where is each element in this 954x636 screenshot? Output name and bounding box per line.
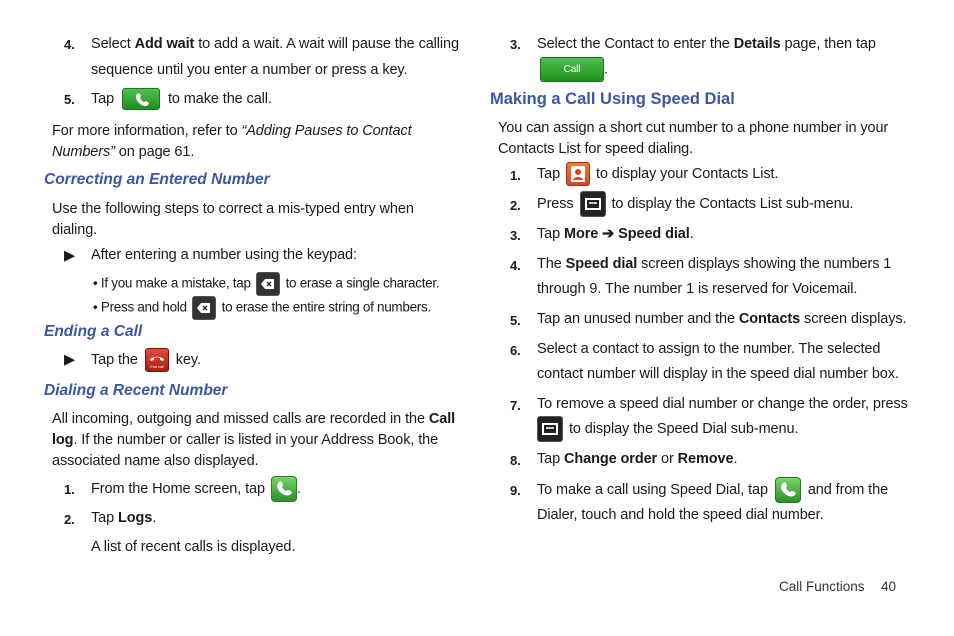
speed-step-6: Select a contact to assign to the number. The selected [537, 341, 881, 357]
speed-step-6-line2: contact number will display in the speed dial number box. [537, 366, 899, 382]
speed-step-2: Press to display the Contacts List sub-menu. [537, 191, 853, 217]
phone-icon [123, 89, 159, 109]
speed-step-7: To remove a speed dial number or change the order, press [537, 396, 908, 412]
step-4-line2: sequence until you enter a number or press a key. [91, 62, 408, 78]
dialing-p1: All incoming, outgoing and missed calls are recorded in the Call [52, 411, 456, 427]
speed-step-9-line2: Dialer, touch and hold the speed dial number. [537, 507, 824, 523]
dialing-step-2: Tap Logs. [91, 510, 157, 526]
speed-intro-2: Contacts List for speed dialing. [498, 141, 694, 157]
bullet-2: • Press and hold to erase the entire string of numbers. [93, 296, 431, 320]
arrow-bullet-icon: ▶ [64, 352, 76, 368]
correcting-intro: Use the following steps to correct a mis-typed entry when [52, 201, 414, 217]
speed-step-9-num: 9. [510, 483, 521, 498]
right-step-3-line2: Call . [540, 57, 608, 82]
right-step-3: Select the Contact to enter the Details page, then tap [537, 36, 876, 52]
step-5-num: 5. [64, 92, 75, 107]
phone-app-icon [271, 476, 297, 502]
arrow-bullet-icon: ▶ [64, 248, 76, 264]
speed-step-7-num: 7. [510, 398, 521, 413]
svg-text:End call: End call [150, 364, 164, 369]
more-info-line2: Numbers” on page 61. [52, 144, 195, 160]
dialing-p2: log. If the number or caller is listed in your Address Book, the [52, 432, 439, 448]
dialing-p3: associated name also displayed. [52, 453, 259, 469]
step-4-text: Select Add wait to add a wait. A wait will pause the calling [91, 36, 459, 52]
speed-step-8: Tap Change order or Remove. [537, 451, 738, 467]
speed-step-8-num: 8. [510, 453, 521, 468]
page-number: 40 [881, 579, 897, 594]
speed-step-7-line2: to display the Speed Dial sub-menu. [537, 416, 798, 442]
call-button-icon: Call [540, 57, 604, 82]
dialing-step-1: From the Home screen, tap . [91, 476, 301, 502]
speed-step-1: Tap to display your Contacts List. [537, 162, 778, 186]
bullet-1: • If you make a mistake, tap to erase a single character. [93, 272, 439, 296]
dialing-step-1-num: 1. [64, 482, 75, 497]
footer-section: Call Functions [779, 579, 865, 594]
phone-app-icon [775, 477, 801, 503]
delete-icon [256, 272, 280, 296]
speed-step-4-num: 4. [510, 258, 521, 273]
heading-correcting: Correcting an Entered Number [44, 171, 270, 188]
correcting-intro-2: dialing. [52, 222, 98, 238]
menu-key-icon [537, 416, 563, 442]
end-call-icon [145, 348, 169, 372]
speed-step-1-num: 1. [510, 168, 521, 183]
right-step-3-num: 3. [510, 37, 521, 52]
heading-ending: Ending a Call [44, 323, 143, 340]
step-5: Tap to make the call. [91, 88, 272, 110]
speed-step-5-num: 5. [510, 313, 521, 328]
ending-text: Tap the End call key. [91, 348, 201, 372]
speed-intro: You can assign a short cut number to a phone number in your [498, 120, 889, 136]
speed-step-4-line2: through 9. The number 1 is reserved for Voicemail. [537, 281, 858, 297]
dialing-note: A list of recent calls is displayed. [91, 539, 296, 555]
dialing-step-2-num: 2. [64, 512, 75, 527]
contacts-icon [566, 162, 590, 186]
heading-speed-dial: Making a Call Using Speed Dial [490, 90, 735, 108]
speed-step-2-num: 2. [510, 198, 521, 213]
speed-step-3-num: 3. [510, 228, 521, 243]
delete-icon [192, 296, 216, 320]
speed-step-4: The Speed dial screen displays showing the numbers 1 [537, 256, 892, 272]
heading-dialing: Dialing a Recent Number [44, 382, 228, 399]
speed-step-3: Tap More ➔ Speed dial. [537, 226, 694, 242]
more-info: For more information, refer to “Adding Pauses to Contact [52, 123, 412, 139]
correcting-arrow-text: After entering a number using the keypad: [91, 247, 357, 263]
speed-step-5: Tap an unused number and the Contacts screen displays. [537, 311, 907, 327]
step-4: 4. [64, 37, 75, 52]
speed-step-6-num: 6. [510, 343, 521, 358]
menu-key-icon [580, 191, 606, 217]
call-key-icon [122, 88, 160, 110]
speed-step-9: To make a call using Speed Dial, tap and from the [537, 477, 888, 503]
